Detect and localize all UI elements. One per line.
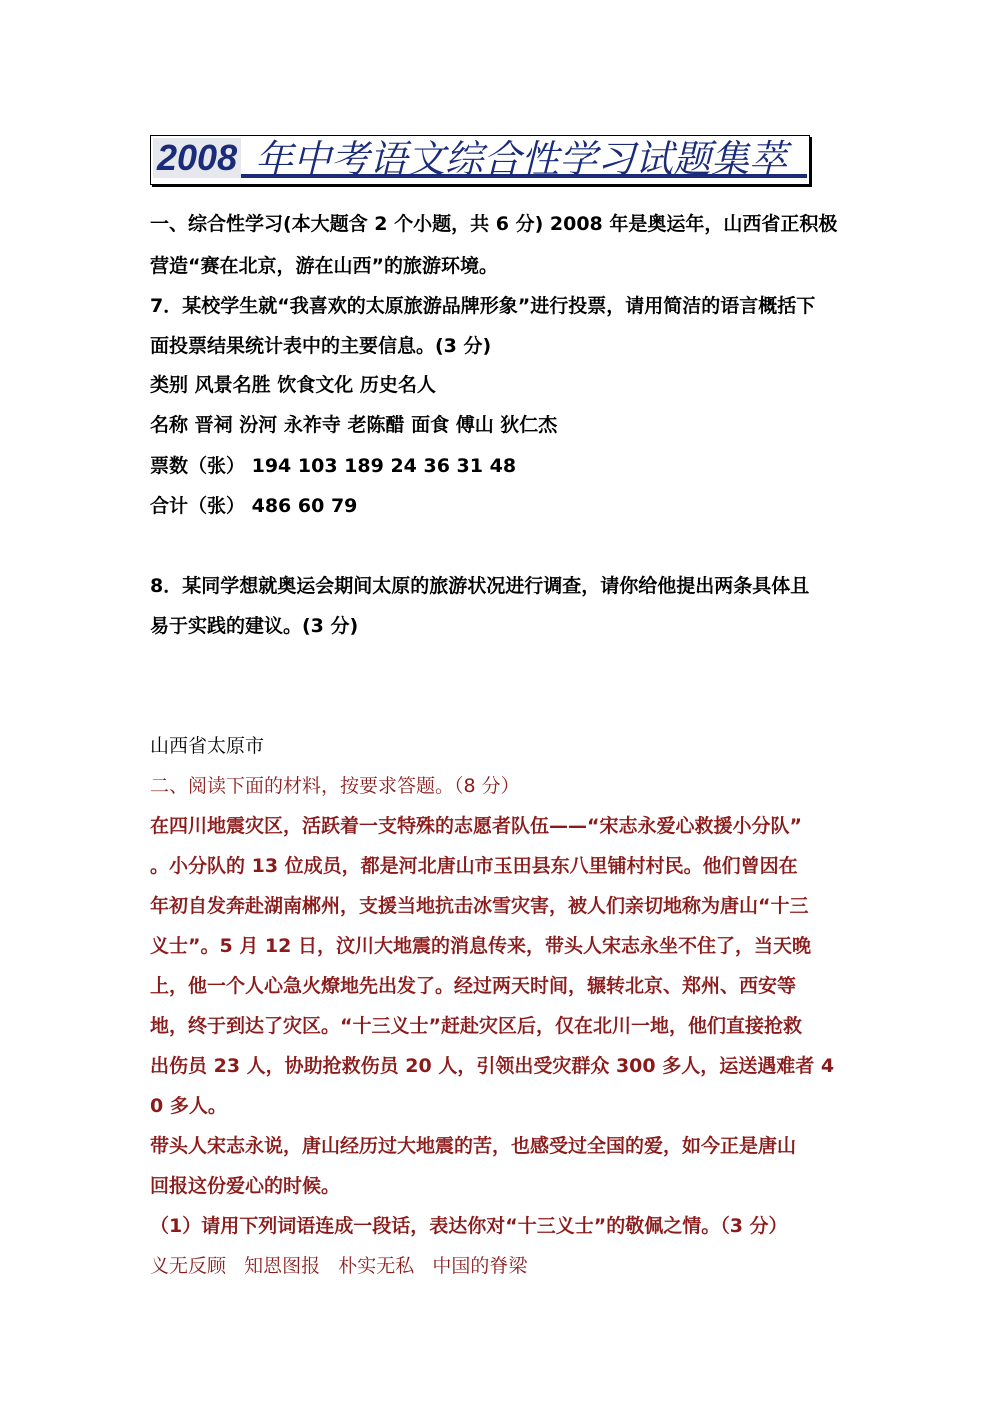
passage-line: 带头人宋志永说，唐山经历过大地震的苦，也感受过全国的爱，如今正是唐山: [150, 1135, 797, 1157]
passage-line: 。小分队的 13 位成员，都是河北唐山市玉田县东八里铺村村民。他们曾因在: [150, 855, 798, 877]
table-row-name: 名称 晋祠 汾河 永祚寺 老陈醋 面食 傅山 狄仁杰: [150, 414, 558, 436]
table-row-votes: 票数（张） 194 103 189 24 36 31 48: [150, 455, 517, 477]
passage-line: 出伤员 23 人，协助抢救伤员 20 人，引领出受灾群众 300 多人，运送遇难者 4: [150, 1055, 835, 1077]
table-row-category: 类别 风景名胜 饮食文化 历史名人: [150, 374, 436, 396]
word-list: 义无反顾 知恩图报 朴实无私 中国的脊梁: [150, 1255, 528, 1277]
subquestion-1: （1）请用下列词语连成一段话，表达你对“十三义士”的敬佩之情。（3 分）: [150, 1215, 788, 1237]
document-title-box: [150, 135, 810, 185]
passage-line: 在四川地震灾区，活跃着一支特殊的志愿者队伍——“宋志永爱心救援小分队”: [150, 815, 802, 837]
passage-line: 上，他一个人心急火燎地先出发了。经过两天时间，辗转北京、郑州、西安等: [150, 975, 797, 997]
question7-line2: 面投票结果统计表中的主要信息。(3 分): [150, 335, 492, 357]
source-location: 山西省太原市: [150, 735, 265, 757]
title-text: 年中考语文综合性学习试题集萃: [255, 137, 788, 181]
section2-heading: 二、阅读下面的材料，按要求答题。（8 分）: [150, 775, 520, 797]
passage-line: 0 多人。: [150, 1095, 227, 1117]
question8-line2: 易于实践的建议。(3 分): [150, 615, 359, 637]
section1-intro-line1: 一、综合性学习(本大题含 2 个小题，共 6 分) 2008 年是奥运年，山西省正积极: [150, 213, 838, 235]
passage-line: 年初自发奔赴湖南郴州，支援当地抗击冰雪灾害，被人们亲切地称为唐山“十三: [150, 895, 809, 917]
question7-line1: 7．某校学生就“我喜欢的太原旅游品牌形象”进行投票，请用简洁的语言概括下: [150, 295, 816, 317]
section1-intro-line2: 营造“赛在北京，游在山西”的旅游环境。: [150, 255, 498, 277]
passage-line: 回报这份爱心的时候。: [150, 1175, 341, 1197]
question8-line1: 8．某同学想就奥运会期间太原的旅游状况进行调查，请你给他提出两条具体且: [150, 575, 810, 597]
passage-line: 地，终于到达了灾区。“十三义士”赶赴灾区后，仅在北川一地，他们直接抢救: [150, 1015, 802, 1037]
title-year: 2008: [153, 138, 241, 178]
table-row-total: 合计（张） 486 60 79: [150, 495, 358, 517]
passage-line: 义士”。5 月 12 日，汶川大地震的消息传来，带头人宋志永坐不住了，当天晚: [150, 935, 811, 957]
